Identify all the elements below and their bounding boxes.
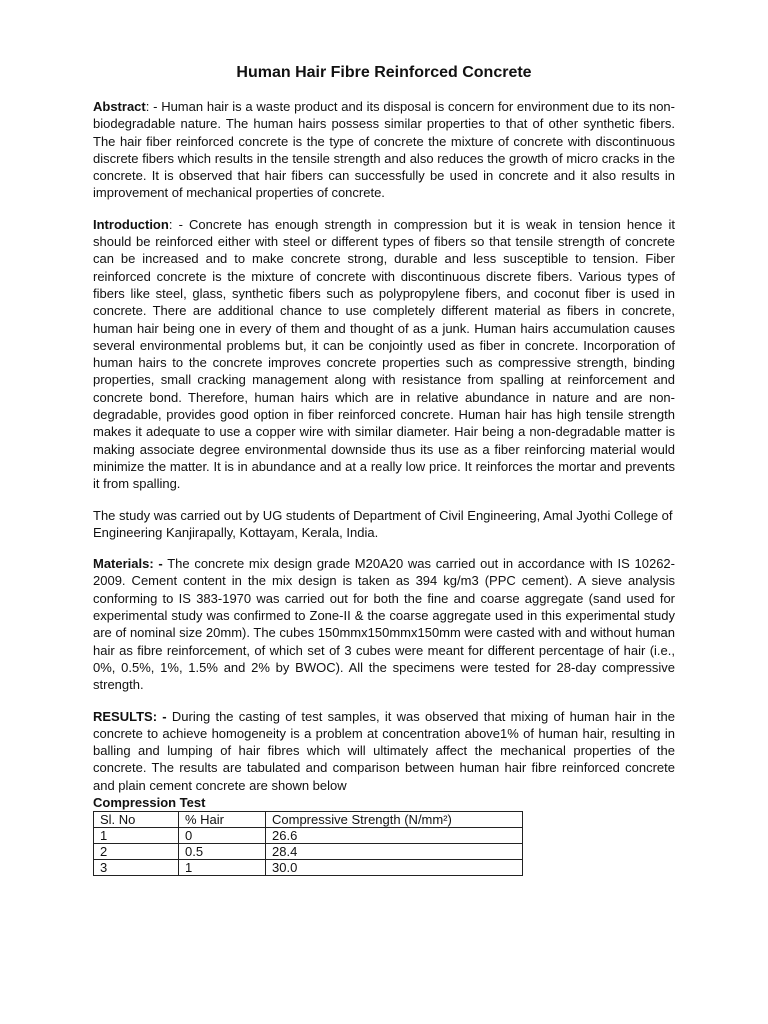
cell-compressive-strength: 30.0 bbox=[266, 859, 523, 875]
header-percent-hair: % Hair bbox=[179, 811, 266, 827]
cell-percent-hair: 0.5 bbox=[179, 843, 266, 859]
cell-percent-hair: 0 bbox=[179, 827, 266, 843]
cell-compressive-strength: 28.4 bbox=[266, 843, 523, 859]
materials-label: Materials: - bbox=[93, 556, 163, 572]
cell-sl-no: 2 bbox=[94, 843, 179, 859]
abstract-label: Abstract bbox=[93, 99, 146, 114]
document-page bbox=[93, 62, 675, 876]
abstract-text: : - Human hair is a waste product and its disposal is concern for environment due to its non-biodegradable nature. The human hairs possess similar properties to that of other synthetic fibers. The hair fiber reinforced concrete is the type of concrete the mixture of concrete with discontinuous discrete fibers which results in the tensile strength and also reduces the growth of micro cracks in the concrete. It is observed that hair fibers can successfully be used in concrete and it also results in improvement of mechanical properties of concrete. bbox=[93, 99, 675, 201]
table-header-row bbox=[94, 811, 523, 827]
introduction-label: Introduction bbox=[93, 216, 169, 232]
results-label: RESULTS: - bbox=[93, 708, 167, 724]
cell-sl-no: 3 bbox=[94, 859, 179, 875]
cell-compressive-strength: 26.6 bbox=[266, 827, 523, 843]
results-text: During the casting of test samples, it was observed that mixing of human hair in the concrete to achieve homogeneity is a problem at concentration above1% of human hair, resulting in balling and lumping of hair fibres which will ultimately affect the mechanical properties of the concrete. The results are tabulated and comparison between human hair fibre reinforced concrete and plain cement concrete are shown below bbox=[93, 708, 676, 793]
cell-sl-no: 1 bbox=[94, 827, 179, 843]
table-row bbox=[94, 843, 523, 859]
table-row bbox=[94, 859, 523, 875]
cell-percent-hair: 1 bbox=[179, 859, 266, 875]
results-paragraph bbox=[93, 708, 675, 794]
introduction-text: : - Concrete has enough strength in compression but it is weak in tension hence it should be reinforced either with steel or different types of fibers so that tensile strength of concrete can be increased and to make concrete strong, durable and less susceptible to tension. Fiber reinforced concrete is the mixture of concrete with discontinuous discrete fibers. Various types of fibers like steel, glass, synthetic fibers such as polypropylene fibers, and coconut fiber is used in concrete. There are additional chance to use completely different material as fibers in concrete, human hair being one in every of them and thought of as a junk. Human hairs accumulation causes several environmental problems but, it can be conjointly used as fiber in concrete. Incorporation of human hairs to the concrete improves concrete properties such as compressive strength, binding properties, small cracking management along with resistance from spalling at reinforcement and concrete bond. Therefore, human hairs which are in relative abundance in nature and are non-degradable, provides good option in fiber reinforced concrete. Human hair has high tensile strength makes it adequate to use a copper wire with similar diameter. Hair being a non-degradable matter is making associate degree environmental downside thus its use as a fiber reinforcing material would minimize the matter. It is in abundance and at a really low price. It reinforces the mortar and prevents it from spalling. bbox=[93, 216, 675, 492]
compression-test-table bbox=[93, 811, 523, 876]
compression-test-caption: Compression Test bbox=[93, 794, 206, 810]
materials-text: The concrete mix design grade M20A20 was carried out in accordance with IS 10262-2009. Cement content in the mix design is taken as 394 kg/m3 (PPC cement). A sieve analysis conforming to IS 383-1970 was carried out for both the fine and coarse aggregate (sand used for experimental study was confirmed to Zone-II & the coarse aggregate used in this experimental study are of nominal size 20mm). The cubes 150mmx150mmx150mm were casted with and without human hair as fibre reinforcement, of which set of 3 cubes were meant for different percentage of hair (i.e., 0%, 0.5%, 1%, 1.5% and 2% by BWOC). All the specimens were tested for 28-day compressive strength. bbox=[93, 556, 675, 693]
materials-paragraph bbox=[93, 555, 675, 693]
table-row bbox=[94, 827, 523, 843]
header-compressive-strength: Compressive Strength (N/mm²) bbox=[266, 811, 523, 827]
header-sl-no: Sl. No bbox=[94, 811, 179, 827]
study-note-paragraph: The study was carried out by UG students of Department of Civil Engineering, Amal Jyothi College of Engineering Kanjirapally, Kottayam, Kerala, India. bbox=[93, 507, 673, 540]
abstract-paragraph bbox=[93, 98, 675, 202]
introduction-paragraph bbox=[93, 216, 675, 493]
document-title: Human Hair Fibre Reinforced Concrete bbox=[236, 64, 532, 81]
